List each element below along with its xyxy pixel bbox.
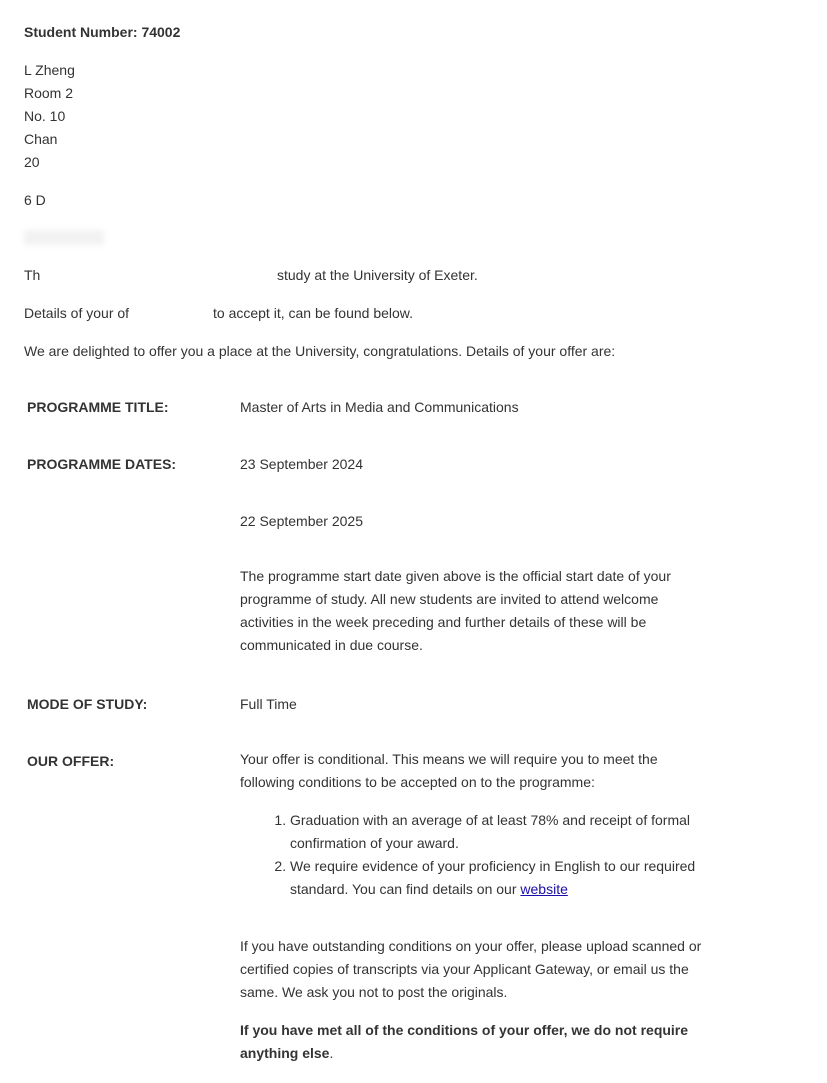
condition-1: 1. Graduation with an average of at least 78% and receipt of formal confirmation of your award. xyxy=(290,809,740,855)
end-date: 22 September 2025 xyxy=(240,513,363,529)
student-number: Student Number: 74002 xyxy=(24,24,181,40)
condition-2 xyxy=(290,855,740,901)
programme-dates-label: PROGRAMME DATES: xyxy=(27,456,177,472)
intro-line-3: We are delighted to offer you a place at the University, congratulations. Details of your offer are: xyxy=(24,343,616,359)
address-line-4: 20 xyxy=(24,154,40,170)
programme-title: Master of Arts in Media and Communications xyxy=(240,399,519,415)
intro-line-2-start: Details of your of xyxy=(24,305,130,321)
offer-intro: Your offer is conditional. This means we will require you to meet the following conditions to be accepted on to the programme: xyxy=(240,751,658,790)
intro-line-2-end: to accept it, can be found below. xyxy=(213,305,414,321)
salutation-redacted xyxy=(24,230,104,245)
intro-line-1-start: Th xyxy=(24,267,41,283)
met-conditions-end: . xyxy=(329,1045,334,1061)
dates-note: The programme start date given above is the official start date of your programme of study. All new students are invited to attend welcome activities in the week preceding and further details of these will be communicated in due course. xyxy=(240,568,671,653)
met-conditions-bold: If you have met all of the conditions of your offer, we do not require anything else xyxy=(240,1022,689,1061)
outstanding-conditions: If you have outstanding conditions on your offer, please upload scanned or certified copies of transcripts via your Applicant Gateway, or email us the same. We ask you not to post the originals. xyxy=(240,938,702,1000)
mode-value: Full Time xyxy=(240,696,297,712)
mode-label: MODE OF STUDY: xyxy=(27,696,148,712)
letter-date: 6 D xyxy=(24,192,46,208)
programme-title-label: PROGRAMME TITLE: xyxy=(27,399,169,415)
conditions-list xyxy=(268,809,740,901)
redaction xyxy=(195,24,235,41)
address-line-2: No. 10 xyxy=(24,108,66,124)
our-offer-label: OUR OFFER: xyxy=(27,753,115,769)
website-link[interactable]: website xyxy=(520,881,568,897)
start-date: 23 September 2024 xyxy=(240,456,363,472)
address-line-1: Room 2 xyxy=(24,85,74,101)
intro-line-1-end: study at the University of Exeter. xyxy=(277,267,478,283)
recipient-name: L Zheng xyxy=(24,62,75,78)
condition-2-text: We require evidence of your proficiency in English to our required standard. You can find details on our xyxy=(290,858,696,897)
met-conditions xyxy=(240,1019,720,1065)
address-line-3: Chan xyxy=(24,131,58,147)
